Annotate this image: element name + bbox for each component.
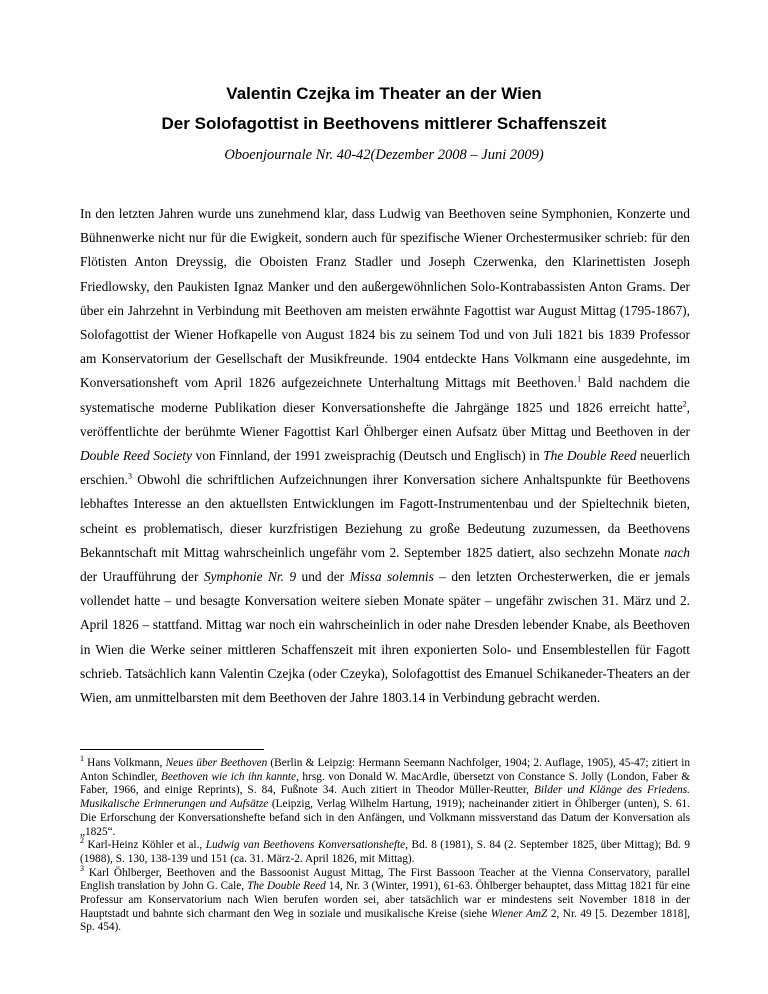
body-paragraph <box>80 202 690 710</box>
italic-text: Missa solemnis <box>349 569 434 585</box>
footnote-ref-2: 2 <box>682 399 687 409</box>
footnote-text: Karl-Heinz Köhler et al., <box>84 839 206 852</box>
italic-text: Double Reed Society <box>80 448 192 464</box>
footnote-ref-1: 1 <box>577 374 582 384</box>
body-text: Obwohl die schriftlichen Aufzeichnungen ihrer Konversation sichere Anhaltspunkte für Beethovens lebhaftes Interesse an den aktuellsten Entwicklungen im Fagott-Instrumentenbau und der Spieltechnik bieten, scheint es problematisch, dieser kurzfristigen Beziehung zu große Bedeutung zuzumessen, da Beethovens Bekanntschaft mit Mittag wahrscheinlich ungefähr vom 2. September 1825 datiert, also sechzehn Monate <box>80 472 690 560</box>
body-text: Bald nachdem die systematische moderne Publikation dieser Konversationshefte die Jahrgänge 1825 und 1826 erreicht hatte <box>80 375 690 415</box>
italic-text: Beethoven wie ich ihn kannte, <box>160 770 299 783</box>
italic-text: The Double Reed <box>543 448 637 464</box>
body-text: und der <box>296 569 350 585</box>
publication-info: Oboenjournale Nr. 40-42(Dezember 2008 – Juni 2009) <box>224 147 544 163</box>
footnote-2 <box>80 836 690 866</box>
footnote-text: 14, Nr. 3 (Winter, 1991), 61-63. Öhlberger behauptet, dass Mittag 1821 für eine Professur am Konservatorium nach Wien berufen worden sei, aber tatsächlich war er mindestens seit November 1818 in der Hauptstadt und bahnte sich charmant den Weg in soziale und musikalische Kreise (siehe <box>80 880 690 920</box>
article-subtitle: Der Solofagottist in Beethovens mittlerer Schaffenszeit <box>161 114 607 133</box>
footnote-text: Karl Öhlberger, Beethoven and the Bassoonist August Mittag, The First Bassoon Teacher at the Vienna Conservatory, parallel English translation by John G. Cale, <box>80 866 690 893</box>
footnote-divider <box>80 749 264 750</box>
footnote-text: hrsg. von Donald W. MacArdle, übersetzt von Constance S. Jolly (London, Faber & Faber, 1966, and einige Reprints), S. 84, Fußnote 34. Auch zitiert in Theodor Müller-Reutter, <box>80 770 690 797</box>
footnote-number: 1 <box>80 754 84 764</box>
italic-text: Bilder und Klänge des Friedens. Musikalische Erinnerungen und Aufsätze <box>80 784 690 811</box>
footnote-text: (Leipzig, Verlag Wilhelm Hartung, 1919); nacheinander zitiert in Öhlberger (unten), S. 61. Die Erforschung der Konversationshefte befand sich in den Anfängen, und Volkmann missverstand das Datum der Konversation als „1825“. <box>80 798 690 838</box>
footnote-number: 2 <box>80 836 84 846</box>
footnote-text: (Berlin & Leipzig: Hermann Seemann Nachfolger, 1904; 2. Auflage, 1905), 45-47; zitiert in Anton Schindler, <box>80 757 690 783</box>
body-text: neuerlich erschien. <box>80 448 690 488</box>
italic-text: Neues über Beethoven <box>165 757 268 769</box>
footnotes <box>80 754 690 935</box>
body-text: von Finnland, der 1991 zweisprachig (Deutsch und Englisch) in <box>191 448 544 464</box>
body-text: In den letzten Jahren wurde uns zunehmend klar, dass Ludwig van Beethoven seine Symphonien, Konzerte und Bühnenwerke nicht nur für die Ewigkeit, sondern auch für spezifische Wiener Orchestermusiker schrieb: für den Flötisten Anton Dreyssig, die Oboisten Franz Stadler und Joseph Czerwenka, den Klarinettisten Joseph Friedlowsky, den Paukisten Ignaz Manker und den außergewöhnlichen Solo-Kontrabassisten Anton Grams. Der über ein Jahrzehnt in Verbindung mit Beethoven am meisten erwähnte Fagottist war August Mittag (1795-1867), Solofagottist der Wiener Hofkapelle von August 1824 bis zu seinem Tod und von Juli 1821 bis 1839 Professor am Konservatorium der Gesellschaft der Musikfreunde. 1904 entdeckte Hans Volkmann eine ausgedehnte, im Konversationsheft vom April 1826 aufgezeichnete Unterhaltung Mittags mit Beethoven. <box>80 206 690 391</box>
footnote-ref-3: 3 <box>127 471 132 481</box>
footnote-text: Hans Volkmann, <box>84 757 166 769</box>
footnote-text: 2, Nr. 49 [5. Dezember 1818], Sp. 454). <box>80 907 690 934</box>
italic-text: Wiener AmZ <box>490 907 548 920</box>
body-text: , veröffentlichte der berühmte Wiener Fagottist Karl Öhlberger einen Aufsatz über Mittag und Beethoven in der <box>80 399 690 439</box>
footnote-3 <box>80 863 690 936</box>
footnote-text: , Bd. 8 (1981), S. 84 (2. September 1825, über Mittag); Bd. 9 (1988), S. 130, 138-139 und 151 (ca. 31. März-2. April 1826, mit Mittag). <box>80 839 690 865</box>
body-text: der Uraufführung der <box>80 569 204 585</box>
footnote-1 <box>80 754 690 839</box>
footnote-number: 3 <box>80 863 84 873</box>
italic-text: Symphonie Nr. 9 <box>203 569 297 585</box>
italic-text: nach <box>663 544 690 560</box>
italic-text: Ludwig van Beethovens Konversationshefte <box>205 839 406 852</box>
article-title: Valentin Czejka im Theater an der Wien <box>226 84 542 103</box>
italic-text: The Double Reed <box>247 880 326 893</box>
body-text: – den letzten Orchesterwerken, die er jemals vollendet hatte – und besagte Konversation weitere sieben Monate später – ungefähr zwischen 31. März und 2. April 1826 – stattfand. Mittag war noch ein wahrscheinlich in oder nahe Dresden lebender Knabe, als Beethoven in Wien die Werke seiner mittleren Schaffenszeit mit ihren exponierten Solo- und Ensemblestellen für Fagott schrieb. Tatsächlich kann Valentin Czejka (oder Czeyka), Solofagottist des Emanuel Schikaneder-Theaters an der Wien, am unmittelbarsten mit dem Beethoven der Jahre 1803.14 in Verbindung gebracht werden. <box>80 569 690 706</box>
